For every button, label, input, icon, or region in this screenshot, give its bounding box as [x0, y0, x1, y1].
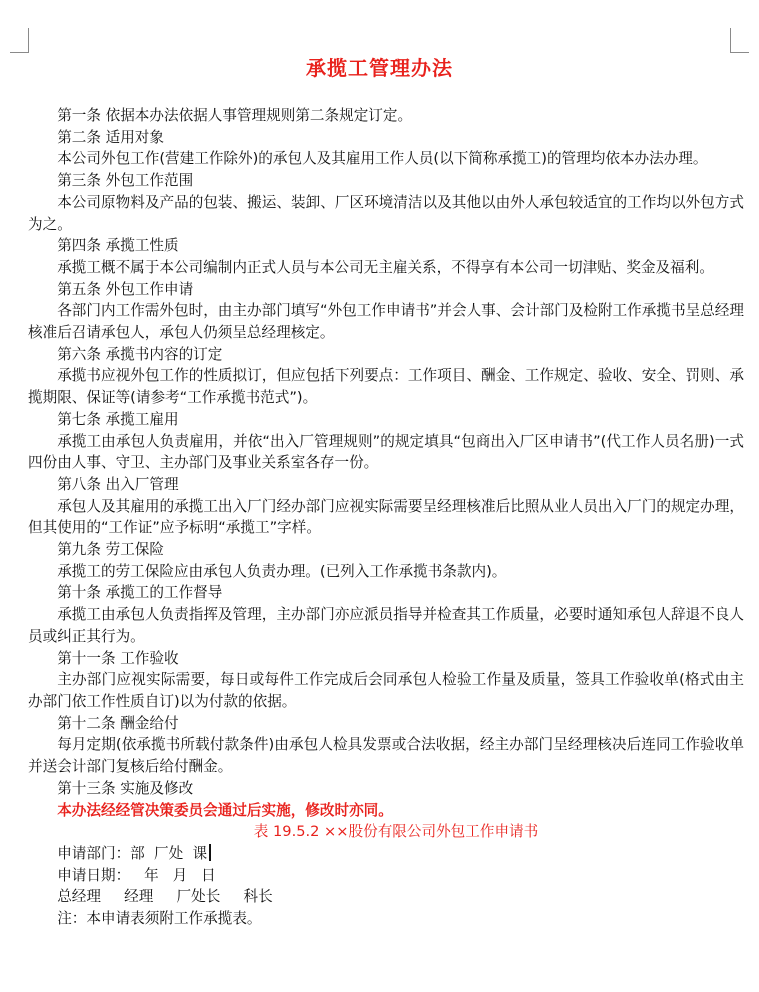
- article-paragraph: 本公司原物料及产品的包装、搬运、装卸、厂区环境清洁以及其他以由外人承包较适宜的工作均以外包方式为之。: [28, 193, 744, 233]
- article-heading: 第六条 承揽书内容的订定: [57, 345, 223, 363]
- article-paragraph: 承揽书应视外包工作的性质拟订，但应包括下列要点：工作项目、酬金、工作规定、验收、安全、罚则、承揽期限、保证等(请参考“工作承揽书范式”)。: [28, 367, 744, 407]
- text-cursor: [209, 844, 211, 861]
- form-signatures: 总经理 经理 厂处长 科长: [57, 888, 273, 906]
- form-date: 申请日期： 年 月 日: [57, 866, 216, 884]
- article-paragraph: 承揽工的劳工保险应由承包人负责办理。(已列入工作承揽书条款内)。: [57, 562, 507, 580]
- article-paragraph: 承揽工由承包人负责雇用，并依“出入厂管理规则”的规定填具“包商出入厂区申请书”(代工作人员名册)一式四份由人事、守卫、主办部门及事业关系室各存一份。: [28, 432, 744, 472]
- article-paragraph: 承揽工概不属于本公司编制内正式人员与本公司无主雇关系，不得享有本公司一切津贴、奖金及福利。: [57, 258, 714, 276]
- article-list: [28, 105, 744, 843]
- article-heading: 第十三条 实施及修改: [57, 779, 194, 797]
- document-body: [28, 105, 744, 930]
- article-heading: 第十条 承揽工的工作督导: [57, 584, 223, 602]
- table-caption: 表 19.5.2 ××股份有限公司外包工作申请书: [253, 823, 539, 841]
- article-heading: 第五条 外包工作申请: [57, 280, 194, 298]
- article-heading: 第四条 承揽工性质: [57, 237, 179, 255]
- article-paragraph: 承包人及其雇用的承揽工出入厂门经办部门应视实际需要呈经理核准后比照从业人员出入厂门的规定办理，但其使用的“工作证”应予标明“承揽工”字样。: [28, 497, 744, 537]
- crop-mark-top-left: [10, 28, 29, 53]
- article-heading: 第一条 依据本办法依据人事管理规则第二条规定订定。: [57, 107, 413, 124]
- crop-mark-top-right: [730, 28, 749, 53]
- article-heading: 第八条 出入厂管理: [57, 475, 179, 493]
- form-department: 申请部门：部 厂处 课: [57, 844, 208, 862]
- article-heading: 第十二条 酬金给付: [57, 714, 179, 732]
- article-heading: 第七条 承揽工雇用: [57, 410, 179, 428]
- document-title: 承揽工管理办法: [306, 56, 453, 80]
- article-paragraph: 各部门内工作需外包时，由主办部门填写“外包工作申请书”并会人事、会计部门及检附工作承揽书呈总经理核准后召请承包人，承包人仍须呈总经理核定。: [28, 302, 744, 342]
- form-department-line: [28, 843, 744, 865]
- article-heading: 第十一条 工作验收: [57, 649, 179, 667]
- article-paragraph: 主办部门应视实际需要，每日或每件工作完成后会同承包人检验工作量及质量，签具工作验收单(格式由主办部门依工作性质自订)以为付款的依据。: [28, 671, 744, 710]
- article-paragraph: 承揽工由承包人负责指挥及管理，主办部门亦应派员指导并检查其工作质量，必要时通知承包人辞退不良人员或纠正其行为。: [28, 606, 744, 645]
- article-paragraph: 每月定期(依承揽书所载付款条件)由承包人检具发票或合法收据，经主办部门呈经理核决后连同工作验收单并送会计部门复核后给付酬金。: [28, 736, 744, 776]
- article-paragraph: 本公司外包工作(营建工作除外)的承包人及其雇用工作人员(以下简称承揽工)的管理均依本办法办理。: [57, 150, 708, 168]
- article-heading: 第二条 适用对象: [57, 128, 164, 146]
- article-heading: 第三条 外包工作范围: [57, 172, 194, 190]
- form-note: 注：本申请表须附工作承揽表。: [57, 910, 262, 928]
- highlight-notice: 本办法经经管决策委员会通过后实施，修改时亦同。: [57, 801, 393, 819]
- article-heading: 第九条 劳工保险: [57, 541, 164, 559]
